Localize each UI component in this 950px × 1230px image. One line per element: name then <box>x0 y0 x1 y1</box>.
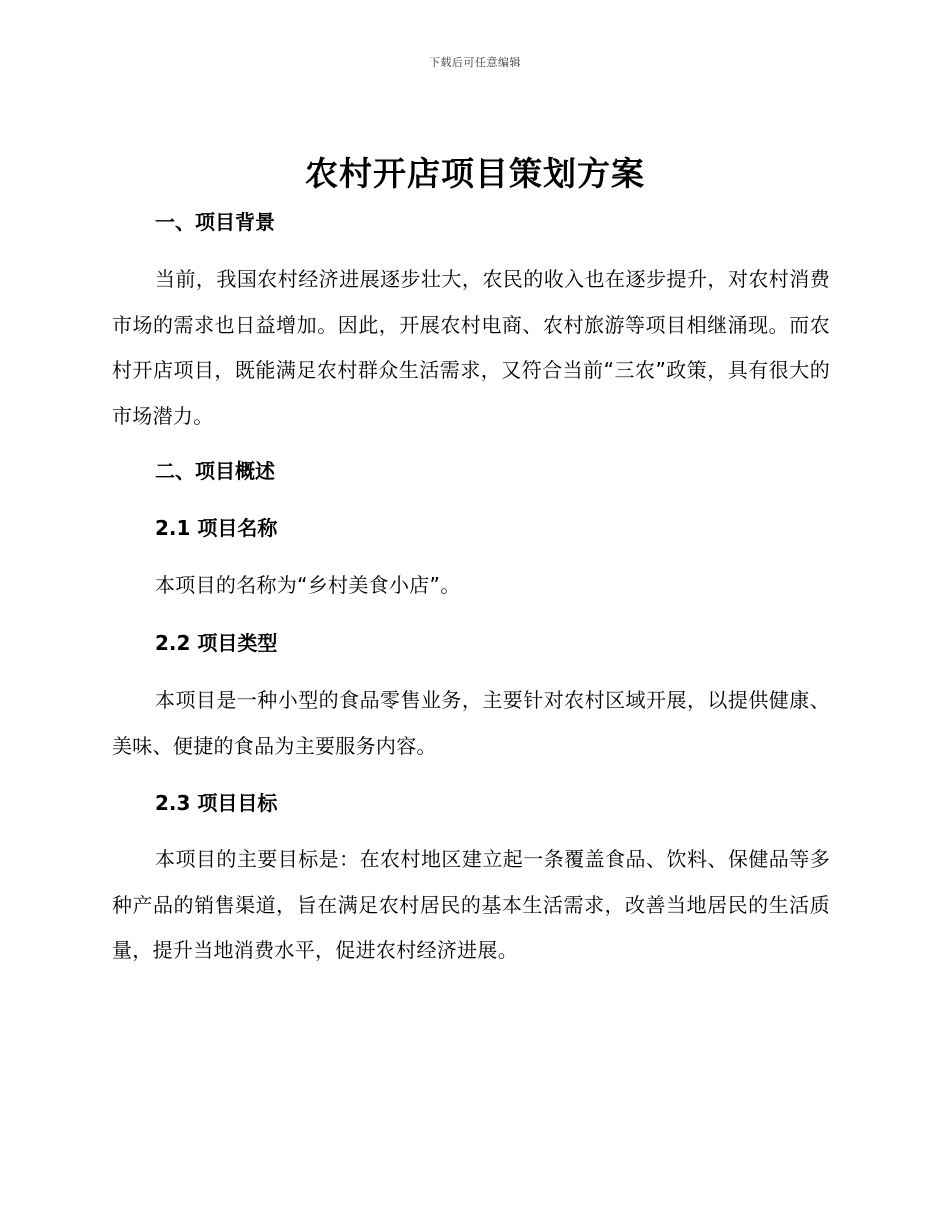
section-paragraph-background: 当前，我国农村经济进展逐步壮大，农民的收入也在逐步提升，对农村消费市场的需求也日益增加。因此，开展农村电商、农村旅游等项目相继涌现。而农村开店项目，既能满足农村群众生活需求，又符合当前“三农”政策，具有很大的市场潜力。 <box>112 267 830 428</box>
section-heading-overview: 二、项目概述 <box>155 459 275 483</box>
section-heading-project-goal: 2.3 项目目标 <box>155 791 278 815</box>
section-heading-project-type: 2.2 项目类型 <box>155 631 278 655</box>
section-paragraph-project-type: 本项目是一种小型的食品零售业务，主要针对农村区域开展，以提供健康、美味、便捷的食品为主要服务内容。 <box>112 688 830 758</box>
section-heading-project-name: 2.1 项目名称 <box>155 516 278 540</box>
page-header-note: 下载后可任意编辑 <box>429 56 521 69</box>
section-paragraph-project-name: 本项目的名称为“乡村美食小店”。 <box>155 573 461 597</box>
section-heading-background: 一、项目背景 <box>155 210 275 234</box>
document-title: 农村开店项目策划方案 <box>305 154 645 193</box>
section-paragraph-project-goal: 本项目的主要目标是：在农村地区建立起一条覆盖食品、饮料、保健品等多种产品的销售渠道，旨在满足农村居民的基本生活需求，改善当地居民的生活质量，提升当地消费水平，促进农村经济进展。 <box>112 847 830 962</box>
